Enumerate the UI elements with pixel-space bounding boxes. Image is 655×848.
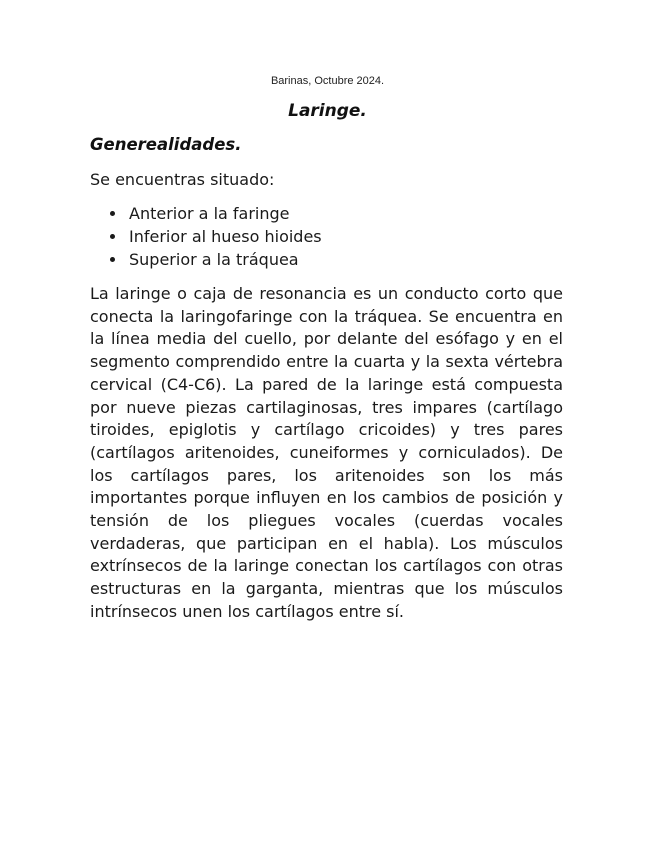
section-heading: Generealidades. [90, 135, 242, 154]
list-item [90, 202, 322, 225]
list-item-text: Inferior al hueso hioides [129, 227, 322, 246]
bullet-icon [110, 257, 115, 262]
location-list [90, 202, 322, 271]
list-item-text: Superior a la tráquea [129, 250, 299, 269]
list-item [90, 225, 322, 248]
date-line: Barinas, Octubre 2024. [270, 75, 385, 87]
intro-text: Se encuentras situado: [90, 170, 275, 189]
list-item [90, 248, 322, 271]
document-title: Laringe. [288, 101, 367, 121]
bullet-icon [110, 234, 115, 239]
body-paragraph: La laringe o caja de resonancia es un conducto corto que conecta la laringofaringe con la tráquea. Se encuentra en la línea media del cuello, por delante del esófago y en el segmento comprendido entre la cuarta y la sexta vértebra cervical (C4-C6). La pared de la laringe está compuesta por nueve piezas cartilaginosas, tres impares (cartílago tiroides, epiglotis y cartílago cricoides) y tres pares (cartílagos aritenoides, cuneiformes y corniculados). De los cartílagos pares, los aritenoides son los más importantes porque influyen en los cambios de posición y tensión de los pliegues vocales (cuerdas vocales verdaderas, que participan en el habla). Los músculos extrínsecos de la laringe conectan los cartílagos con otras estructuras en la garganta, mientras que los músculos intrínsecos unen los cartílagos entre sí. [90, 284, 563, 621]
list-item-text: Anterior a la faringe [129, 204, 290, 223]
bullet-icon [110, 211, 115, 216]
